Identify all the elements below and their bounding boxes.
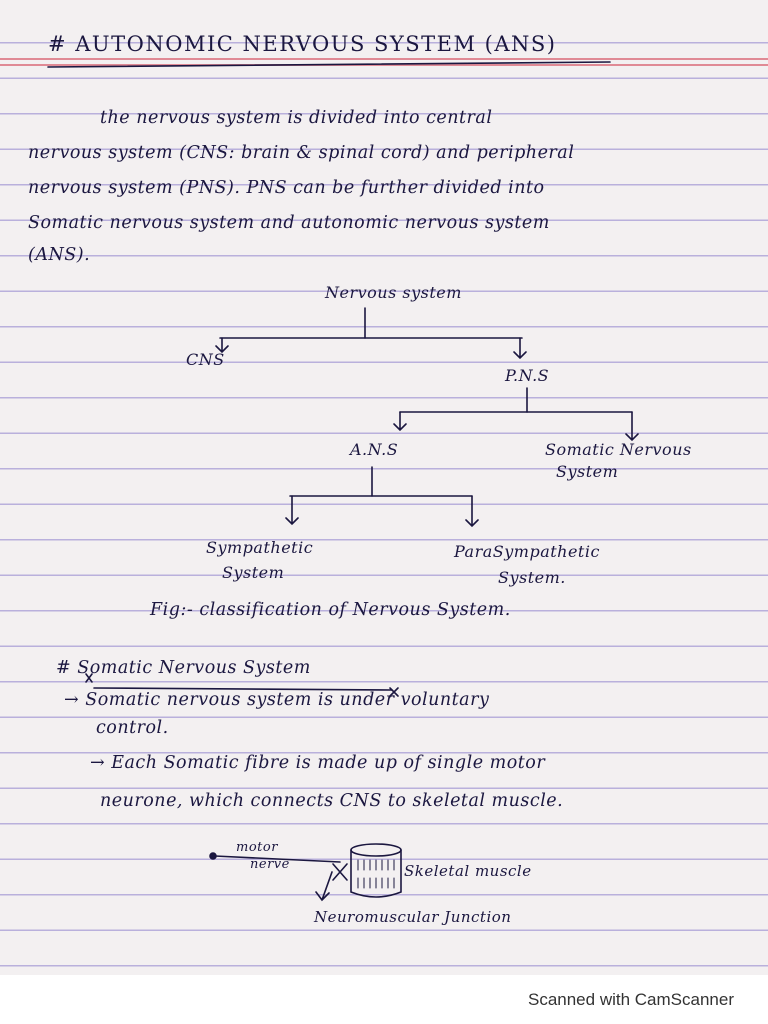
node-pns: P.N.S xyxy=(505,366,550,385)
node-somatic-line1: Somatic Nervous xyxy=(545,440,692,459)
intro-line-5: (ANS). xyxy=(28,245,91,265)
node-sympathetic-line2: System xyxy=(222,563,285,582)
section2-line-3: → Each Somatic fibre is made up of single motor xyxy=(90,753,546,773)
muscle-fibres-bottom xyxy=(358,878,394,888)
intro-line-4: Somatic nervous system and autonomic nervous system xyxy=(28,213,550,233)
scanner-watermark: Scanned with CamScanner xyxy=(527,990,734,1009)
figure-caption: Fig:- classification of Nervous System. xyxy=(150,600,511,620)
title-underline xyxy=(48,62,610,67)
tree-arrow-parasympathetic xyxy=(466,496,478,526)
muscle-fibres-top xyxy=(358,860,394,870)
node-somatic-line2: System xyxy=(556,462,619,481)
sketch-label-junction: Neuromuscular Junction xyxy=(314,908,512,926)
node-parasympathetic-line2: System. xyxy=(498,568,566,587)
node-parasympathetic-line1: ParaSympathetic xyxy=(454,542,600,561)
tree-arrow-somatic xyxy=(626,412,638,440)
node-cns: CNS xyxy=(186,350,225,369)
section2-line-4: neurone, which connects CNS to skeletal muscle. xyxy=(100,791,564,811)
node-nervous-system: Nervous system xyxy=(325,283,462,302)
section2-line-2: control. xyxy=(96,718,169,738)
sketch-label-motor: motor xyxy=(236,840,278,855)
tree-arrow-ans xyxy=(394,412,406,430)
tree-arrow-pns xyxy=(514,338,526,358)
sketch-label-muscle: Skeletal muscle xyxy=(404,862,532,880)
node-ans: A.N.S xyxy=(350,440,399,459)
intro-line-3: nervous system (PNS). PNS can be further divided into xyxy=(28,178,545,198)
node-sympathetic-line1: Sympathetic xyxy=(206,538,314,557)
junction-cross xyxy=(333,864,347,880)
section-heading-somatic: # Somatic Nervous System xyxy=(56,658,311,678)
intro-line-1: the nervous system is divided into central xyxy=(100,108,493,128)
junction-arrow xyxy=(316,872,332,900)
intro-line-2: nervous system (CNS: brain & spinal cord) and peripheral xyxy=(28,143,575,163)
page-title: # AUTONOMIC NERVOUS SYSTEM (ANS) xyxy=(48,32,557,56)
sketch-label-nerve: nerve xyxy=(250,857,290,872)
tree-arrow-sympathetic xyxy=(286,496,298,524)
muscle-top xyxy=(351,844,401,856)
section2-line-1: → Somatic nervous system is under voluntary xyxy=(64,690,490,710)
muscle-body xyxy=(351,850,401,897)
